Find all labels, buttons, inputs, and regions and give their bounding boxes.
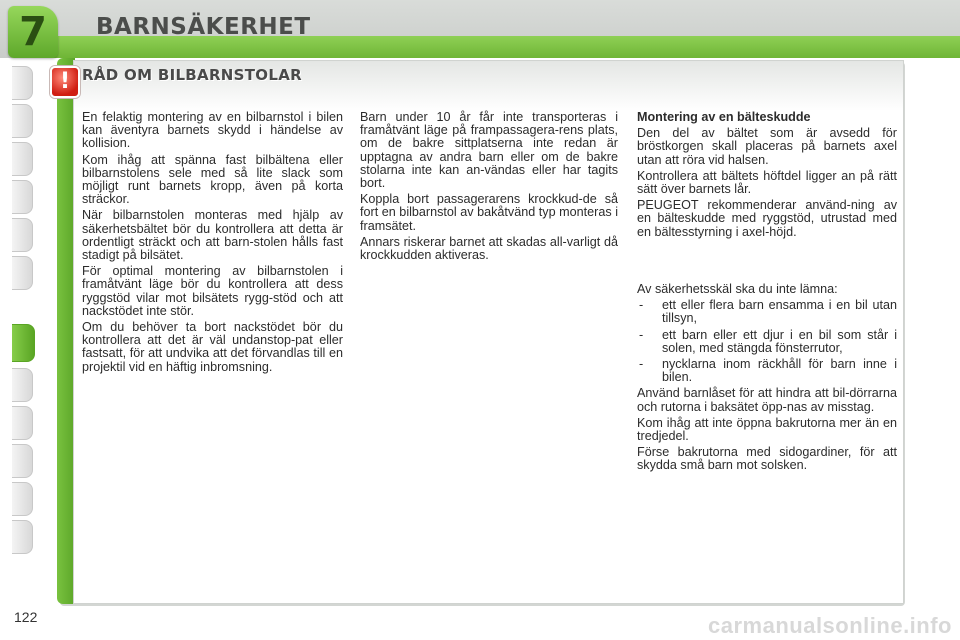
paragraph: Kontrollera att bältets höftdel ligger an på rätt sätt över barnets lår. bbox=[637, 168, 897, 197]
chapter-tab-11[interactable] bbox=[12, 482, 33, 516]
column-2 bbox=[360, 111, 618, 265]
list-dash: - bbox=[639, 357, 644, 372]
list-item-text: ett barn eller ett djur i en bil som står i solen, med stängda fönsterrutor, bbox=[662, 327, 897, 355]
chapter-tab-3[interactable] bbox=[12, 142, 33, 176]
column-1 bbox=[82, 111, 343, 377]
paragraph: När bilbarnstolen monteras med hjälp av säkerhetsbältet bör du kontrollera att detta är ordentligt sträckt och att barn-stolen hålls fast stadigt på bilsätet. bbox=[82, 208, 343, 263]
chapter-title: BARNSÄKERHET bbox=[96, 14, 311, 40]
watermark-text: carmanualsonline.info bbox=[708, 613, 952, 638]
paragraph: Kom ihåg att inte öppna bakrutorna mer än en tredjedel. bbox=[637, 415, 897, 444]
paragraph: Kom ihåg att spänna fast bilbältena eller bilbarnstolens sele med så lite slack som möjligt runt barnets kropp, även på korta sträckor. bbox=[82, 152, 343, 207]
chapter-tab-8[interactable] bbox=[12, 368, 33, 402]
chapter-tab-9[interactable] bbox=[12, 406, 33, 440]
paragraph: Barn under 10 år får inte transporteras i framåtvänt läge på frampassagera-rens plats, om de bakre sittplatserna inte redan är upptagna av andra barn eller om de bakre stolarna inte kan an-vändas eller har tagits bort. bbox=[360, 110, 618, 191]
paragraph: För optimal montering av bilbarnstolen i framåtvänt läge bör du kontrollera att dess ryggstöd vilar mot bilsätets rygg-stöd och att nackstödet inte stör. bbox=[82, 264, 343, 318]
chapter-tab-6[interactable] bbox=[12, 256, 33, 290]
subsection-title: Montering av en bälteskudde bbox=[637, 110, 811, 124]
paragraph: Förse bakrutorna med sidogardiner, för att skydda små barn mot solsken. bbox=[637, 445, 897, 473]
paragraph: Använd barnlåset för att hindra att bil-dörrarna och rutorna i baksätet öpp-nas av misstag. bbox=[637, 386, 897, 414]
section-title: RÅD OM BILBARNSTOLAR bbox=[82, 66, 302, 84]
paragraph: Av säkerhetsskäl ska du inte lämna: bbox=[637, 282, 838, 296]
column-3 bbox=[637, 111, 897, 242]
chapter-tab-7-active[interactable] bbox=[12, 324, 35, 362]
chapter-tab-5[interactable] bbox=[12, 218, 33, 252]
chapter-tab-4[interactable] bbox=[12, 180, 33, 214]
chapter-number: 7 bbox=[19, 9, 47, 55]
paragraph: Om du behöver ta bort nackstödet bör du kontrollera att det är väl undanstop-pat eller fastsatt, för att undvika att det förvandlas till en projektil vid en häftig inbromsning. bbox=[82, 320, 343, 374]
paragraph: Annars riskerar barnet att skadas all-varligt då krockkudden aktiveras. bbox=[360, 234, 618, 263]
list-item-text: ett eller flera barn ensamma i en bil utan tillsyn, bbox=[662, 298, 897, 326]
list-item bbox=[637, 299, 897, 325]
list-dash: - bbox=[639, 327, 644, 342]
page-number: 122 bbox=[14, 609, 38, 625]
list-item-text: nycklarna inom räckhåll för barn inne i bilen. bbox=[662, 357, 897, 385]
paragraph: Den del av bältet som är avsedd för bröstkorgen skall placeras på barnets axel utan att röra vid halsen. bbox=[637, 126, 897, 167]
column-3-safety-list bbox=[637, 283, 897, 476]
chapter-tab-12[interactable] bbox=[12, 520, 33, 554]
paragraph: PEUGEOT rekommenderar använd-ning av en bälteskudde med ryggstöd, utrustad med en bältesstyrning i axel-höjd. bbox=[637, 198, 897, 239]
paragraph: En felaktig montering av en bilbarnstol i bilen kan äventyra barnets skydd i händelse av kollision. bbox=[82, 110, 343, 151]
list-dash: - bbox=[639, 298, 644, 313]
list-item bbox=[637, 358, 897, 384]
paragraph: Koppla bort passagerarens krockkud-de så fort en bilbarnstol av bakåtvänd typ monteras i framsätet. bbox=[360, 192, 618, 233]
list-item bbox=[637, 329, 897, 355]
chapter-tab-2[interactable] bbox=[12, 104, 33, 138]
chapter-tab-1[interactable] bbox=[12, 66, 33, 100]
chapter-tab-10[interactable] bbox=[12, 444, 33, 478]
warning-icon: ! bbox=[50, 66, 80, 98]
